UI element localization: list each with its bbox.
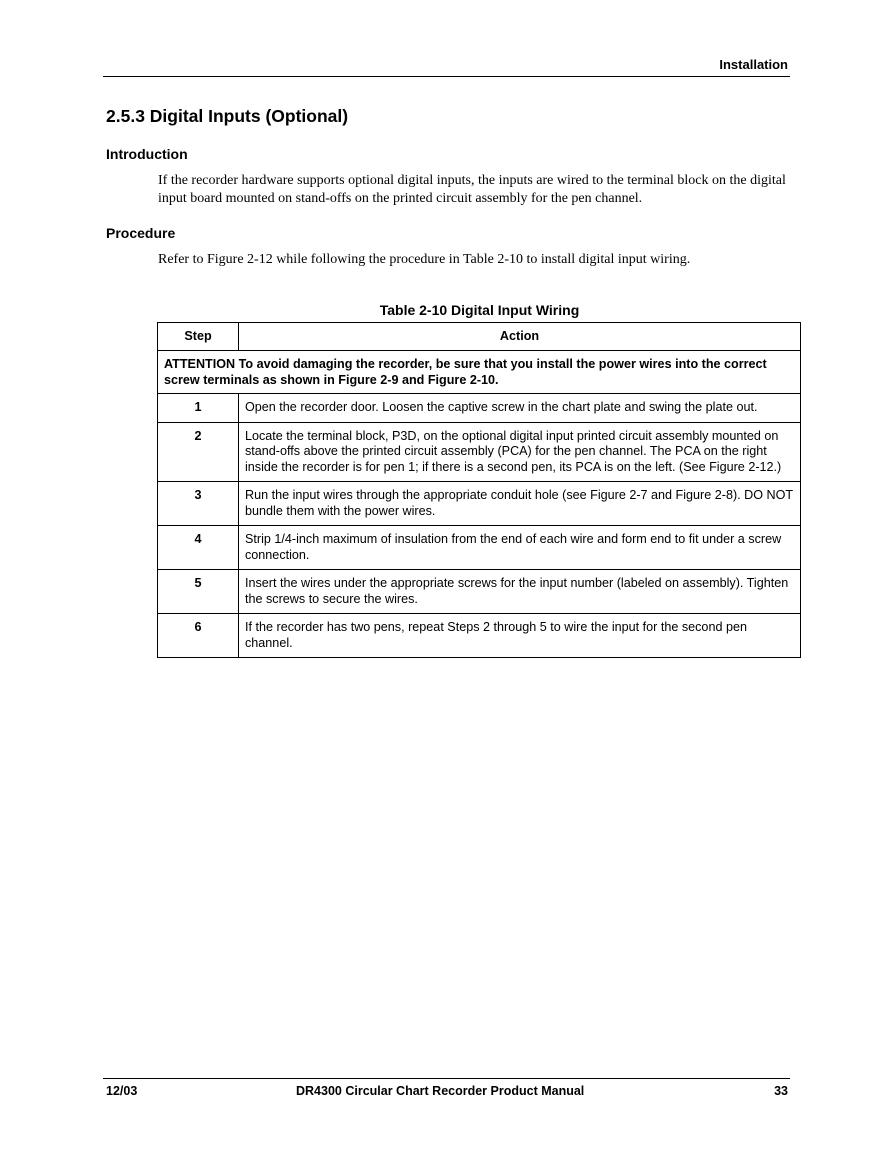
- table-row: [158, 570, 801, 614]
- step-action: Open the recorder door. Loosen the captive screw in the chart plate and swing the plate out.: [239, 394, 801, 423]
- procedure-body: Refer to Figure 2-12 while following the procedure in Table 2-10 to install digital input wiring.: [158, 252, 691, 267]
- step-number: 5: [158, 570, 239, 614]
- table-row: [158, 394, 801, 423]
- table-row: [158, 526, 801, 570]
- table-header-row: [158, 323, 801, 351]
- introduction-heading: Introduction: [106, 146, 188, 162]
- step-action: Locate the terminal block, P3D, on the optional digital input printed circuit assembly mounted on stand-offs above the printed circuit assembly (PCA) for the pen channel. The PCA on the right inside the recorder is for pen 1; if there is a second pen, its PCA is on the left. (See Figure 2-12.): [239, 422, 801, 482]
- step-column-header: Step: [158, 323, 239, 351]
- footer-manual-title: DR4300 Circular Chart Recorder Product Manual: [296, 1084, 585, 1098]
- running-header: Installation: [719, 57, 788, 72]
- footer-date: 12/03: [106, 1084, 138, 1098]
- step-number: 1: [158, 394, 239, 423]
- footer-rule: [103, 1078, 790, 1079]
- action-column-header: Action: [239, 323, 801, 351]
- attention-row: [158, 351, 801, 394]
- introduction-body: If the recorder hardware supports optional digital inputs, the inputs are wired to the terminal block on the digital input board mounted on stand-offs on the printed circuit assembly for the pen channel.: [158, 173, 786, 206]
- attention-note: ATTENTION To avoid damaging the recorder, be sure that you install the power wires into the correct screw terminals as shown in Figure 2-9 and Figure 2-10.: [158, 351, 801, 394]
- step-action: Run the input wires through the appropriate conduit hole (see Figure 2-7 and Figure 2-8). DO NOT bundle them with the power wires.: [239, 482, 801, 526]
- page-number: 33: [774, 1084, 788, 1098]
- step-number: 3: [158, 482, 239, 526]
- wiring-steps-table: [157, 322, 801, 658]
- header-rule: [103, 76, 790, 77]
- table-row: [158, 482, 801, 526]
- table-caption: Table 2-10 Digital Input Wiring: [379, 302, 580, 318]
- step-action: Strip 1/4-inch maximum of insulation from the end of each wire and form end to fit under a screw connection.: [239, 526, 801, 570]
- step-action: If the recorder has two pens, repeat Steps 2 through 5 to wire the input for the second pen channel.: [239, 614, 801, 658]
- table-row: [158, 614, 801, 658]
- step-number: 4: [158, 526, 239, 570]
- step-number: 2: [158, 422, 239, 482]
- step-action: Insert the wires under the appropriate screws for the input number (labeled on assembly). Tighten the screws to secure the wires.: [239, 570, 801, 614]
- procedure-heading: Procedure: [106, 225, 176, 241]
- step-number: 6: [158, 614, 239, 658]
- table-row: [158, 422, 801, 482]
- section-title: 2.5.3 Digital Inputs (Optional): [106, 106, 349, 126]
